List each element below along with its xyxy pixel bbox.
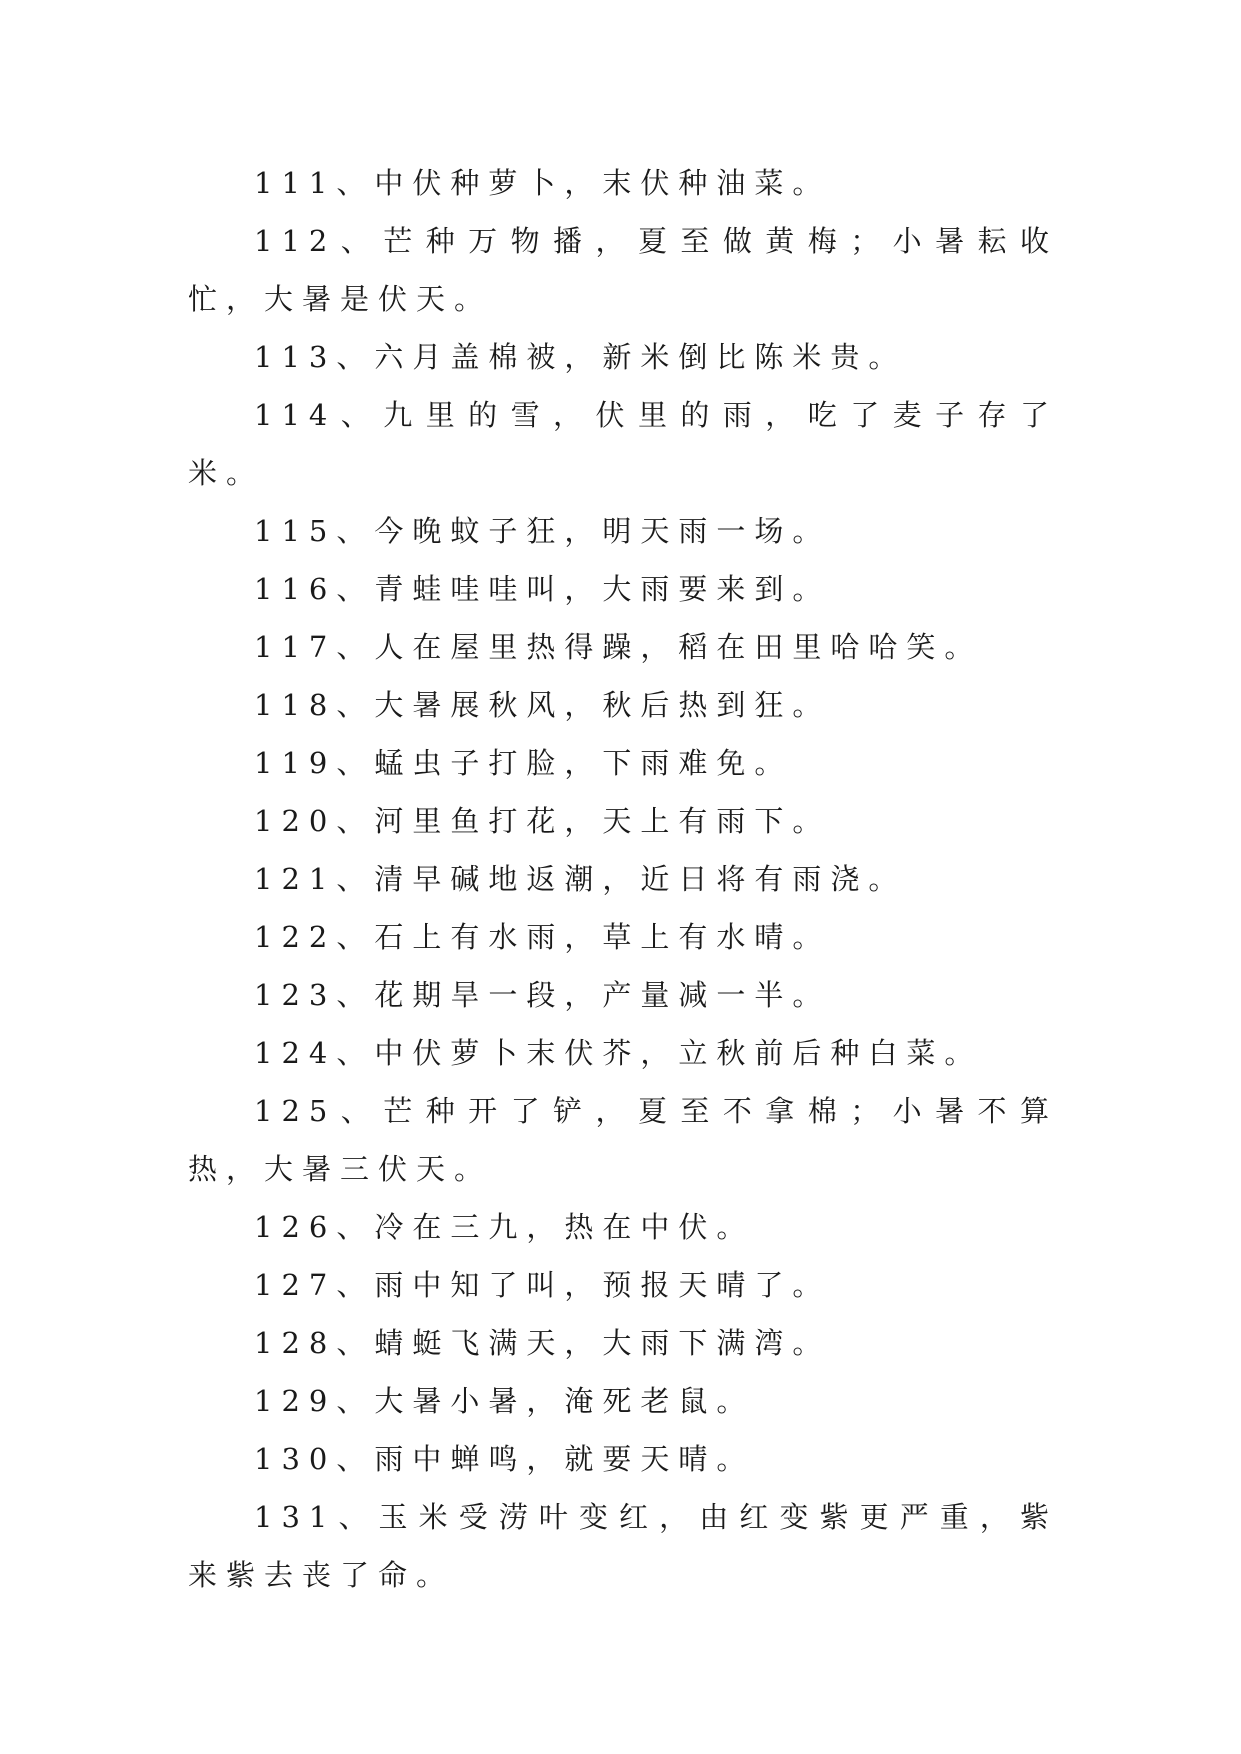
proverb-paragraph: 112、芒种万物播，夏至做黄梅；小暑耘收忙，大暑是伏天。 [188, 224, 1058, 316]
proverb-list [188, 154, 1058, 1604]
proverb-paragraph: 115、今晚蚊子狂，明天雨一场。 [254, 514, 831, 548]
proverb-paragraph: 111、中伏种萝卜，末伏种油菜。 [254, 166, 831, 200]
proverb-paragraph: 124、中伏萝卜末伏芥，立秋前后种白菜。 [254, 1036, 983, 1070]
proverb-paragraph: 113、六月盖棉被，新米倒比陈米贵。 [254, 340, 907, 374]
proverb-paragraph: 130、雨中蝉鸣，就要天晴。 [254, 1442, 755, 1476]
proverb-paragraph: 119、蜢虫子打脸，下雨难免。 [254, 746, 793, 780]
proverb-paragraph: 118、大暑展秋风，秋后热到狂。 [254, 688, 831, 722]
proverb-paragraph: 127、雨中知了叫，预报天晴了。 [254, 1268, 831, 1302]
proverb-paragraph: 117、人在屋里热得躁，稻在田里哈哈笑。 [254, 630, 983, 664]
proverb-paragraph: 122、石上有水雨，草上有水晴。 [254, 920, 831, 954]
proverb-paragraph: 123、花期旱一段，产量减一半。 [254, 978, 831, 1012]
proverb-paragraph: 128、蜻蜓飞满天，大雨下满湾。 [254, 1326, 831, 1360]
proverb-paragraph: 114、九里的雪，伏里的雨，吃了麦子存了米。 [188, 398, 1058, 490]
proverb-paragraph: 129、大暑小暑，淹死老鼠。 [254, 1384, 755, 1418]
proverb-paragraph: 120、河里鱼打花，天上有雨下。 [254, 804, 831, 838]
proverb-paragraph: 125、芒种开了铲，夏至不拿棉；小暑不算热，大暑三伏天。 [188, 1094, 1058, 1186]
proverb-paragraph: 116、青蛙哇哇叫，大雨要来到。 [254, 572, 831, 606]
proverb-paragraph: 121、清早碱地返潮，近日将有雨浇。 [254, 862, 907, 896]
proverb-paragraph: 126、冷在三九，热在中伏。 [254, 1210, 755, 1244]
proverb-paragraph: 131、玉米受涝叶变红，由红变紫更严重，紫来紫去丧了命。 [188, 1500, 1058, 1592]
